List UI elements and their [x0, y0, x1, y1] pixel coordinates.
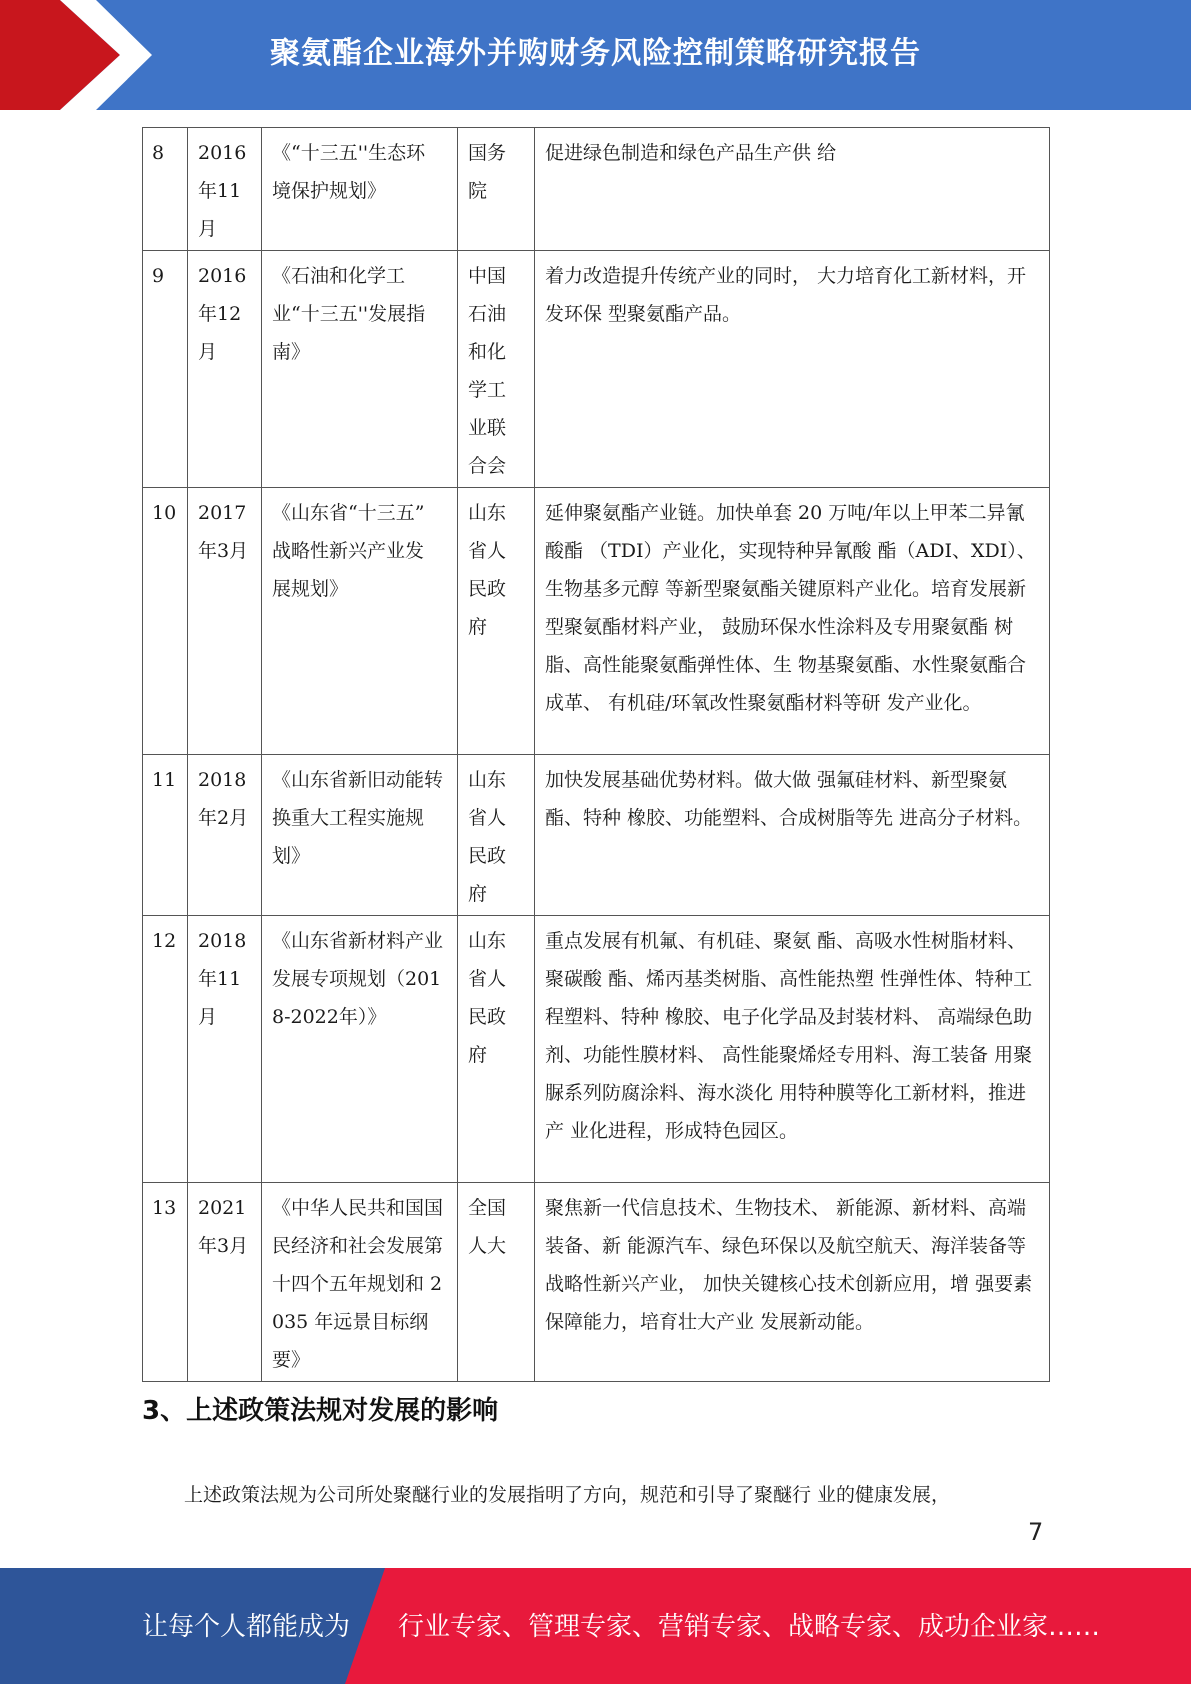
row-issuer: 山东省人民政府 — [458, 488, 535, 755]
body-paragraph: 上述政策法规为公司所处聚醚行业的发展指明了方向，规范和引导了聚醚行 业的健康发展， — [184, 1484, 951, 1506]
row-content: 加快发展基础优势材料。做大做 强氟硅材料、新型聚氨酯、特种 橡胶、功能塑料、合成树脂等先 进高分子材料。 — [535, 755, 1050, 916]
row-content: 着力改造提升传统产业的同时， 大力培育化工新材料，开发环保 型聚氨酯产品。 — [535, 251, 1050, 488]
table-row — [143, 916, 1050, 1183]
row-number: 13 — [143, 1183, 188, 1382]
row-policy-name: 《山东省新材料产业发展专项规划（2018-2022年）》 — [262, 916, 458, 1183]
row-date: 2018年2月 — [188, 755, 262, 916]
page-number: 7 — [1028, 1518, 1044, 1546]
row-issuer: 全国人大 — [458, 1183, 535, 1382]
row-issuer: 山东省人民政府 — [458, 755, 535, 916]
footer-slogan-right: 行业专家、管理专家、营销专家、战略专家、成功企业家…… — [398, 1612, 1101, 1642]
table-row — [143, 128, 1050, 251]
row-content: 促进绿色制造和绿色产品生产供 给 — [535, 128, 1050, 251]
row-number: 9 — [143, 251, 188, 488]
policy-table — [142, 127, 1050, 1382]
row-content: 延伸聚氨酯产业链。加快单套 20 万吨/年以上甲苯二异氰酸酯 （TDI）产业化，实现特种异氰酸 酯（ADI、XDI）、生物基多元醇 等新型聚氨酯关键原料产业化。培育发展新型聚氨酯材料产业， 鼓励环保水性涂料及专用聚氨酯 树脂、高性能聚氨酯弹性体、生 物基聚氨酯、水性聚氨酯合成革、 有机硅/环氧改性聚氨酯材料等研 发产业化。 — [535, 488, 1050, 755]
row-policy-name: 《山东省新旧动能转换重大工程实施规划》 — [262, 755, 458, 916]
row-number: 8 — [143, 128, 188, 251]
footer-slogan-left: 让每个人都能成为 — [142, 1612, 351, 1642]
row-date: 2017年3月 — [188, 488, 262, 755]
row-date: 2018年11月 — [188, 916, 262, 1183]
row-date: 2016年12月 — [188, 251, 262, 488]
section-heading: 3、上述政策法规对发展的影响 — [142, 1396, 499, 1426]
document-title: 聚氨酯企业海外并购财务风险控制策略研究报告 — [270, 36, 921, 71]
table-row — [143, 1183, 1050, 1382]
row-policy-name: 《石油和化学工业“十三五''发展指南》 — [262, 251, 458, 488]
page-header — [0, 0, 1191, 110]
row-policy-name: 《中华人民共和国国民经济和社会发展第十四个五年规划和 2035 年远景目标纲要》 — [262, 1183, 458, 1382]
row-policy-name: 《“十三五''生态环 境保护规划》 — [262, 128, 458, 251]
row-number: 10 — [143, 488, 188, 755]
page-footer — [0, 1568, 1191, 1684]
row-issuer: 中国石油和化学工业联合会 — [458, 251, 535, 488]
row-issuer: 山东省人民政府 — [458, 916, 535, 1183]
row-date: 2016年11月 — [188, 128, 262, 251]
table-row — [143, 488, 1050, 755]
row-policy-name: 《山东省“十三五” 战略性新兴产业发 展规划》 — [262, 488, 458, 755]
row-number: 12 — [143, 916, 188, 1183]
row-content: 聚焦新一代信息技术、生物技术、 新能源、新材料、高端装备、新 能源汽车、绿色环保以及航空航天、海洋装备等战略性新兴产业， 加快关键核心技术创新应用，增 强要素保障能力，培育壮大产业 发展新动能。 — [535, 1183, 1050, 1382]
row-issuer: 国务院 — [458, 128, 535, 251]
table-row — [143, 251, 1050, 488]
row-number: 11 — [143, 755, 188, 916]
row-content: 重点发展有机氟、有机硅、聚氨 酯、高吸水性树脂材料、聚碳酸 酯、烯丙基类树脂、高性能热塑 性弹性体、特种工程塑料、特种 橡胶、电子化学品及封装材料、 高端绿色助剂、功能性膜材料、 高性能聚烯烃专用料、海工装备 用聚脲系列防腐涂料、海水淡化 用特种膜等化工新材料，推进产 业化进程，形成特色园区。 — [535, 916, 1050, 1183]
row-date: 2021年3月 — [188, 1183, 262, 1382]
table-row — [143, 755, 1050, 916]
